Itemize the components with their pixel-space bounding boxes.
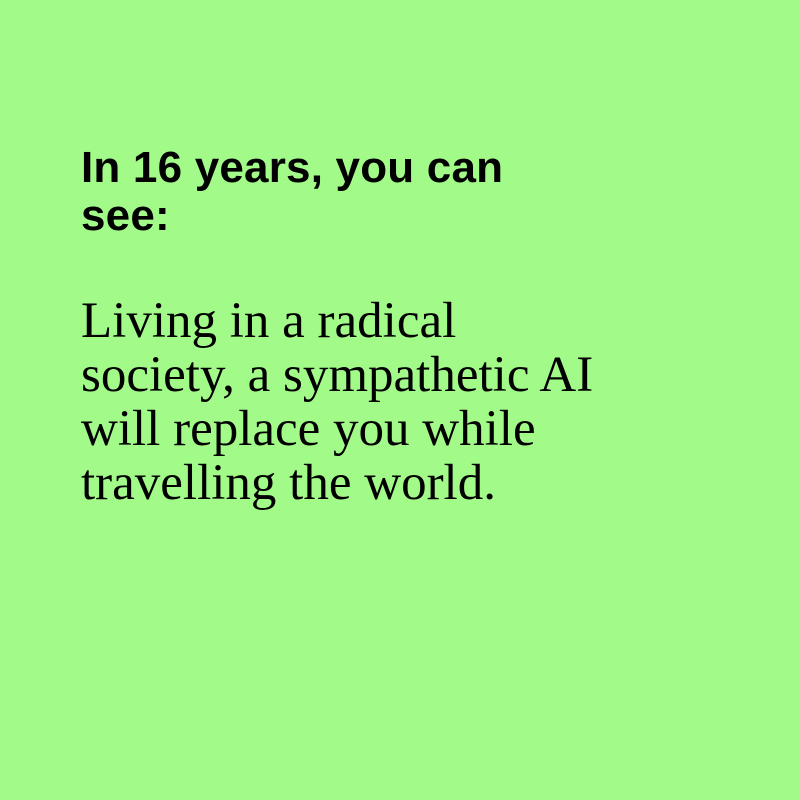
headline-line: In 16 years, you can (81, 143, 504, 192)
headline (81, 144, 641, 240)
body-line: will replace you while (81, 401, 536, 457)
body-line: society, a sympathetic AI (81, 347, 594, 403)
body-line: travelling the world. (81, 455, 496, 511)
body-line: Living in a radical (81, 293, 457, 349)
body-text (81, 294, 681, 510)
headline-line: see: (81, 191, 170, 240)
